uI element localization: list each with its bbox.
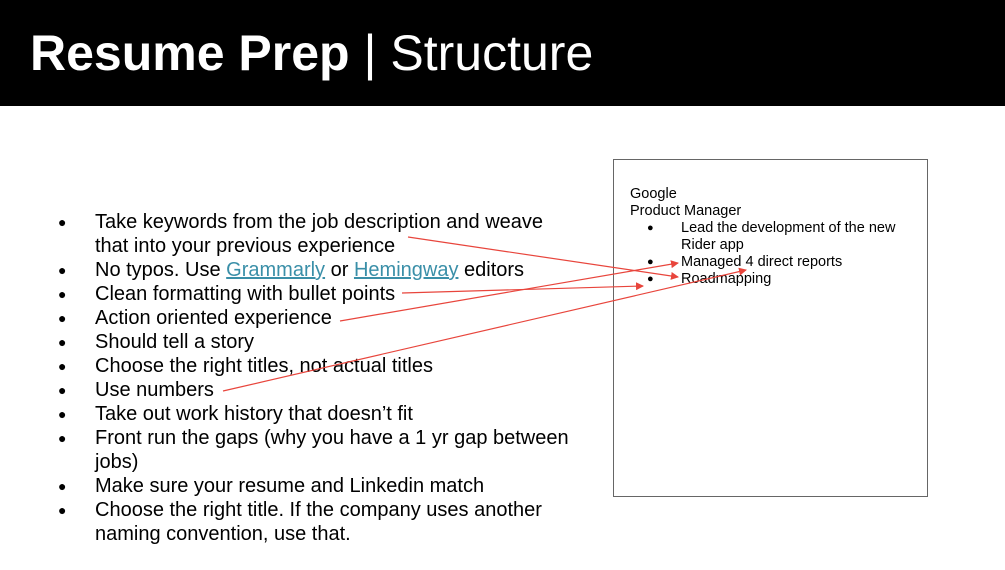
tip-text: editors — [458, 259, 525, 281]
resume-company: Google — [630, 186, 677, 202]
resume-content — [630, 186, 920, 288]
tip-item: ● Take out work history that doesn’t fit — [58, 402, 578, 426]
tip-item: ● Clean formatting with bullet points — [58, 282, 578, 306]
resume-bullet: ● Roadmapping — [630, 271, 920, 288]
tip-item: ● Choose the right titles, not actual titles — [58, 354, 578, 378]
tip-text: or — [325, 259, 354, 281]
tip-item: ● Should tell a story — [58, 330, 578, 354]
title-subtitle: Structure — [390, 25, 594, 81]
tip-item: ● Take keywords from the job description and weave that into your previous experience — [58, 210, 578, 258]
resume-bullet: ● Managed 4 direct reports — [630, 254, 920, 271]
resume-example-box — [613, 159, 928, 497]
resume-bullet: ● Lead the development of the new Rider app — [630, 220, 920, 254]
tip-text: No typos. Use — [95, 259, 227, 281]
tip-item: ● Choose the right title. If the company uses another naming convention, use that. — [58, 498, 578, 546]
title-separator: | — [363, 25, 377, 81]
hemingway-link[interactable]: Hemingway — [353, 259, 459, 281]
title-bold: Resume Prep — [30, 25, 350, 81]
tip-item: ● Use numbers — [58, 378, 578, 402]
grammarly-link[interactable]: Grammarly — [226, 259, 326, 281]
tip-item: ● Action oriented experience — [58, 306, 578, 330]
tips-list — [58, 210, 578, 546]
title-bar — [0, 0, 1005, 106]
tip-item: ● Front run the gaps (why you have a 1 yr gap between jobs) — [58, 426, 578, 474]
resume-role: Product Manager — [630, 203, 742, 219]
tip-item: ● Make sure your resume and Linkedin match — [58, 474, 578, 498]
resume-bullets — [630, 220, 920, 288]
slide-title — [30, 22, 593, 84]
tip-item — [58, 258, 578, 282]
